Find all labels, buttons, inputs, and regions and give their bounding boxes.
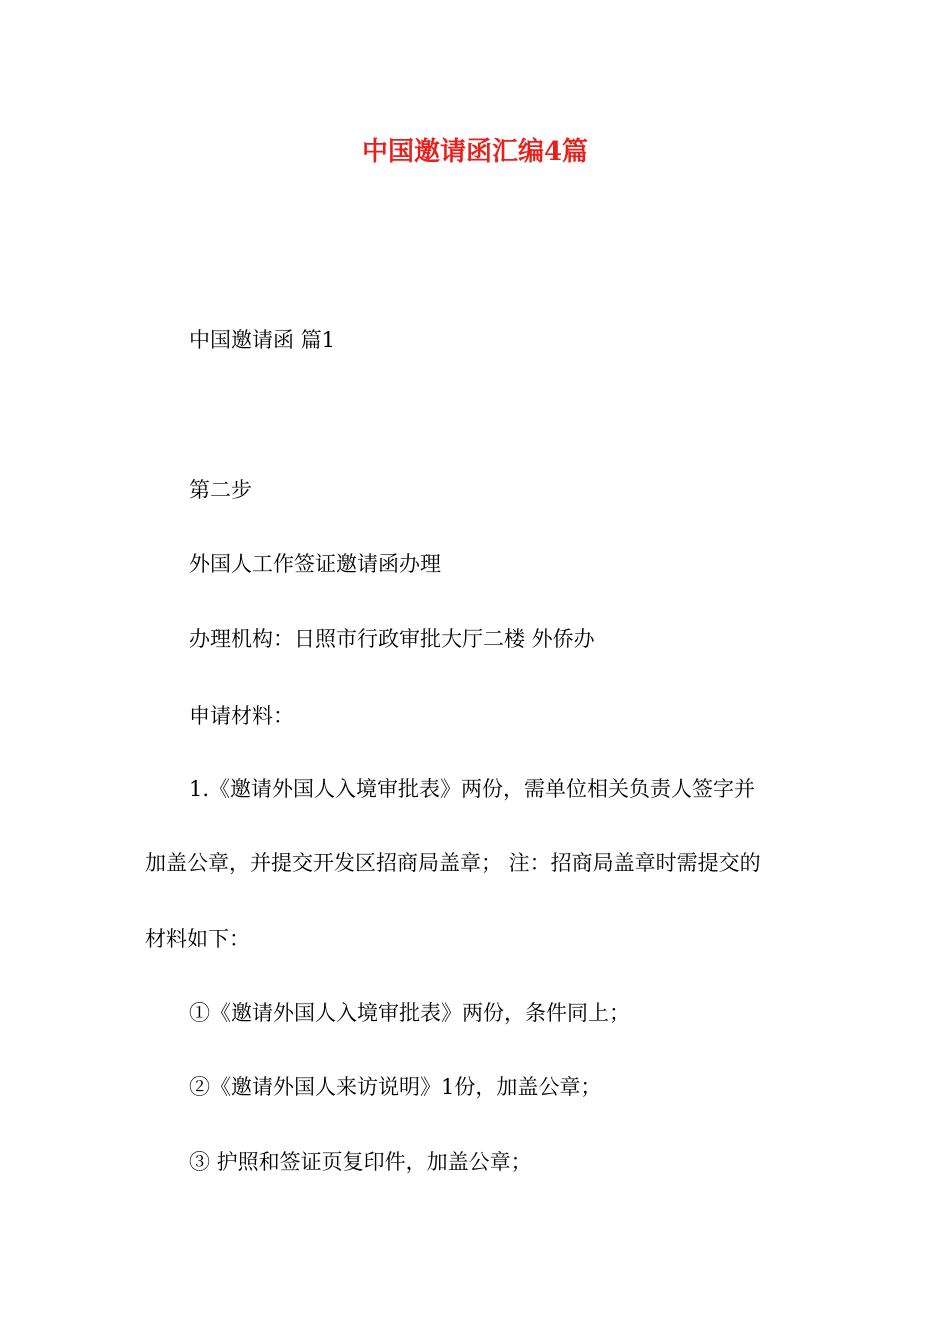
paragraph-visa-title: 外国人工作签证邀请函办理	[189, 552, 441, 576]
list-item-circled-2: ②《邀请外国人来访说明》1份，加盖公章；	[189, 1075, 602, 1099]
section-heading: 中国邀请函 篇1	[189, 328, 336, 352]
paragraph-agency: 办理机构：日照市行政审批大厅二楼 外侨办	[189, 627, 595, 651]
document-title: 中国邀请函汇编4篇	[361, 137, 589, 167]
paragraph-materials-heading: 申请材料：	[189, 704, 294, 728]
list-item-circled-3: ③ 护照和签证页复印件，加盖公章；	[189, 1150, 532, 1174]
paragraph-item-1-line-2: 加盖公章，并提交开发区招商局盖章； 注：招商局盖章时需提交的	[145, 851, 761, 875]
paragraph-step: 第二步	[189, 478, 252, 502]
paragraph-item-1-line-1: 1.《邀请外国人入境审批表》两份，需单位相关负责人签字并	[189, 777, 756, 801]
paragraph-item-1-line-3: 材料如下：	[145, 927, 250, 951]
list-item-circled-1: ①《邀请外国人入境审批表》两份，条件同上；	[189, 1001, 630, 1025]
